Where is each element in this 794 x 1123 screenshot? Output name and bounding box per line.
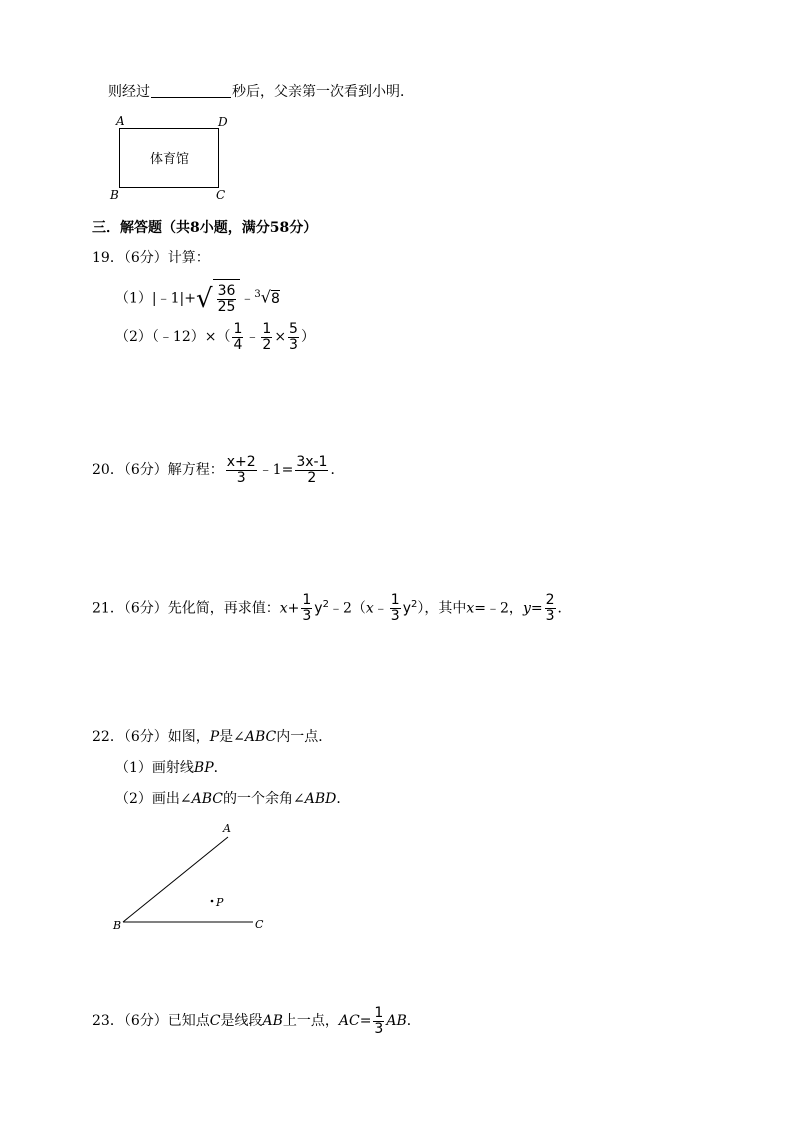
q21-line [92, 586, 572, 624]
q23-mid1: 是线段 [220, 1013, 263, 1029]
section-title: 三．解答题（共8小题，满分58分） [92, 220, 318, 236]
q22-stem-pre: 22．（6分）如图， [92, 729, 210, 745]
fraction-2-3 [545, 593, 556, 623]
fraction-numerator: 1 [262, 320, 272, 337]
q19-p2-times: × [274, 329, 287, 345]
point-p: P [209, 729, 220, 745]
q20-end: ． [330, 462, 345, 478]
q19-p2-start: （﹣12）×（ [151, 329, 231, 345]
corner-label-c: C [216, 188, 226, 202]
q19-p1-abs: |﹣1|+ [151, 290, 196, 307]
q19-p2-end: ） [300, 329, 315, 345]
q23-end: ． [406, 1013, 421, 1029]
q19-part1 [115, 276, 280, 314]
label-p: P [216, 896, 224, 909]
cube-root-index: 3 [254, 289, 261, 300]
q22-step2 [115, 789, 350, 809]
fraction-numerator: 1 [233, 320, 243, 337]
var-x: x [466, 600, 475, 617]
var-y: y [314, 600, 323, 617]
q22-step1 [115, 758, 228, 778]
segment-ab: AB [386, 1013, 407, 1029]
fraction-1-4 [232, 322, 243, 352]
q21-stem: 21．（6分）先化简，再求值： [92, 600, 280, 617]
q18-prefix: 则经过 [108, 84, 150, 100]
fraction-denominator: 2 [307, 469, 317, 486]
fraction-denominator: 3 [236, 469, 246, 486]
q21-eq: = [530, 600, 543, 617]
label-c: C [255, 918, 264, 931]
fraction-numerator: 1 [374, 1004, 384, 1021]
q21-close: ），其中 [417, 600, 467, 617]
q22-stem-end: 内一点． [276, 729, 333, 745]
fraction-denominator: 2 [262, 336, 272, 353]
fraction-36-25 [217, 284, 237, 314]
var-y: y [522, 600, 531, 617]
angle-diagram [105, 815, 285, 940]
fraction-numerator: 36 [217, 282, 236, 299]
fraction-denominator: 3 [545, 608, 555, 625]
point-c: C [209, 1013, 221, 1029]
q21-end: ． [557, 600, 572, 617]
corner-label-b: B [110, 188, 119, 202]
ray-bp: BP [193, 760, 214, 776]
q20-stem: 20．（6分）解方程： [92, 462, 224, 478]
fraction-1-3 [301, 593, 312, 623]
q22-stem [92, 727, 332, 747]
fraction-numerator: 5 [289, 320, 298, 337]
fraction-denominator: 3 [374, 1020, 384, 1037]
fraction-1-3 [390, 593, 401, 623]
corner-label-d: D [218, 115, 228, 129]
fraction-numerator: 2 [545, 592, 555, 609]
q22-s2-mid: 的一个余角∠ [223, 791, 305, 807]
fraction-numerator: 3x-1 [296, 453, 328, 470]
q19-stem: 19．（6分）计算： [92, 250, 210, 266]
fraction-denominator: 3 [289, 336, 298, 353]
q19-p1-minus: ﹣ [240, 290, 255, 307]
q22-s1-pre: （1）画射线 [115, 760, 194, 776]
exponent: 2 [322, 599, 329, 610]
q18-suffix: 秒后，父亲第一次看到小明． [232, 84, 414, 100]
fraction-denominator: 4 [233, 336, 243, 353]
fraction-1-2 [261, 322, 272, 352]
fraction-5-3 [288, 322, 299, 352]
q23-stem-pre: 23．（6分）已知点 [92, 1013, 210, 1029]
q22-stem-mid: 是∠ [219, 729, 245, 745]
q23-mid2: 上一点， [282, 1013, 339, 1029]
q21-minus2: ﹣2（ [328, 600, 366, 617]
q21-xval: =﹣2， [474, 600, 523, 617]
fraction-lhs [226, 455, 257, 485]
fraction-denominator: 3 [302, 608, 312, 625]
cube-root-radicand: 8 [270, 290, 280, 307]
q22-s1-end: ． [213, 760, 228, 776]
angle-abd: ABD [304, 791, 337, 807]
square-root [196, 279, 240, 318]
q18-tail-line [108, 82, 414, 102]
fraction-numerator: x+2 [226, 453, 256, 470]
exponent: 2 [411, 599, 418, 610]
radical-sign-icon: √ [260, 287, 271, 307]
q19-part2 [115, 318, 315, 356]
q22-s2-pre: （2）画出∠ [115, 791, 192, 807]
q20-line [92, 451, 344, 489]
q19-p2-label: （2） [115, 329, 152, 345]
q21-plus: + [287, 600, 300, 617]
fraction-1-3 [373, 1006, 384, 1036]
fraction-rhs [295, 455, 328, 485]
gym-diagram [108, 112, 238, 204]
corner-label-a: A [116, 114, 125, 128]
radical-sign-icon: √ [196, 284, 213, 315]
q23-eq: = [359, 1013, 372, 1029]
fraction-numerator: 1 [302, 592, 312, 609]
segment-ab: AB [262, 1013, 283, 1029]
answer-blank[interactable] [151, 83, 231, 98]
q21-minus3: ﹣ [373, 600, 388, 617]
var-y: y [402, 600, 412, 617]
angle-abc: ABC [244, 729, 277, 745]
fraction-numerator: 1 [390, 592, 400, 609]
gym-label: 体育馆 [150, 152, 190, 167]
var-x: x [279, 600, 288, 617]
q19-p1-label: （1） [115, 290, 152, 307]
q19-p2-minus: ﹣ [245, 329, 260, 345]
segment-ac: AC [338, 1013, 360, 1029]
fraction-denominator: 3 [390, 608, 400, 625]
label-b: B [113, 919, 122, 932]
label-a: A [223, 822, 231, 835]
point-p-dot [211, 900, 214, 903]
angle-abc: ABC [191, 791, 224, 807]
q22-s2-end: ． [336, 791, 351, 807]
q20-mid: ﹣1= [258, 462, 294, 478]
fraction-denominator: 25 [217, 298, 236, 315]
var-x: x [365, 600, 374, 617]
sqrt-radicand [213, 279, 241, 318]
ray-ba [123, 837, 228, 922]
q23-line [92, 1002, 421, 1040]
